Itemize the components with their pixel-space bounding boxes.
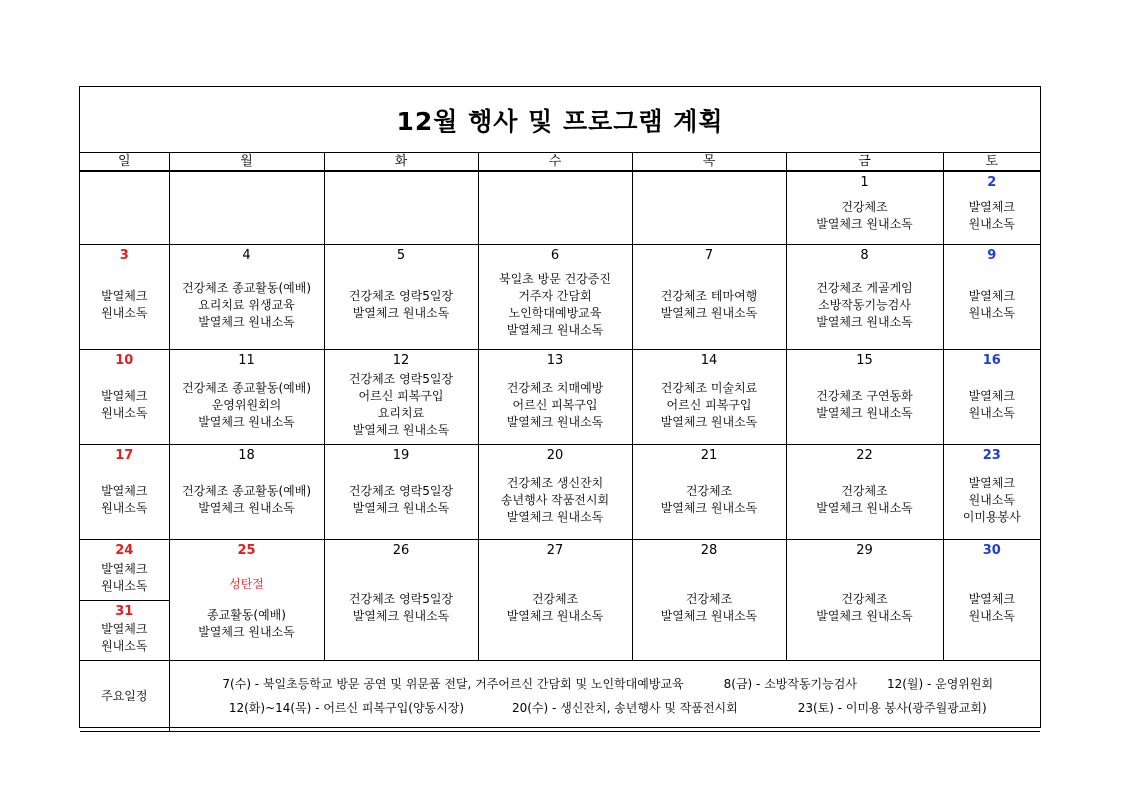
day-events: [661, 560, 758, 660]
day-number: 13: [546, 353, 564, 368]
event-line: 건강체조: [841, 200, 888, 214]
day-number: 29: [856, 543, 873, 558]
notes-line: [176, 672, 1041, 696]
event-line: 종교활동(예배): [207, 607, 286, 622]
event-line: 노인학대예방교육: [508, 306, 602, 320]
event-line: 건강체조 영락5일장: [348, 484, 454, 498]
event-line: 발열체크 원내소독: [506, 414, 604, 429]
event-line: 원내소독: [968, 609, 1015, 623]
event-line: 발열체크 원내소독: [816, 501, 913, 515]
event-line: 건강체조 종교활동(예배): [181, 380, 312, 395]
event-line: 원내소독: [101, 501, 148, 515]
day-events: [101, 621, 147, 661]
day-number: 6: [550, 248, 560, 263]
weekday-header: 금: [786, 153, 943, 171]
day-number: 23: [982, 448, 1001, 463]
event-line: 건강체조: [841, 484, 888, 498]
event-line: 어르신 피복구입: [358, 389, 444, 403]
day-content: [325, 445, 478, 539]
day-cell: [943, 171, 1040, 245]
day-events: [101, 465, 147, 539]
event-line: 발열체크: [968, 289, 1015, 303]
day-events: [969, 370, 1015, 444]
day-number: 12: [392, 353, 410, 368]
event-line: 건강체조 미술치료: [660, 380, 758, 395]
notes-line: [176, 696, 1041, 720]
day-cell: [632, 171, 786, 245]
notes-body: [169, 661, 1040, 732]
day-cell: [169, 445, 324, 540]
day-cell: [943, 245, 1040, 350]
day-content: [633, 540, 786, 660]
day-content: [633, 445, 786, 539]
note-item: 23(토) - 이미용 봉사(광주월광교회): [797, 701, 987, 715]
event-line: 발열체크: [101, 622, 148, 637]
day-content: [944, 350, 1041, 444]
day-content: [479, 245, 632, 349]
event-line: 건강체조 치매예방: [506, 380, 604, 395]
day-content: [80, 350, 169, 444]
event-line: 발열체크 원내소독: [506, 323, 604, 337]
event-line: 원내소독: [101, 639, 148, 654]
weekday-header: 수: [478, 153, 632, 171]
day-number: 10: [115, 353, 134, 368]
event-line: 발열체크 원내소독: [506, 609, 604, 623]
event-line: 건강체조: [531, 592, 579, 606]
day-cell: [632, 245, 786, 350]
day-cell: [324, 350, 478, 445]
event-line: 발열체크 원내소독: [198, 314, 295, 329]
event-line: 건강체조 영락5일장: [348, 289, 454, 303]
day-events: [963, 465, 1021, 539]
event-line: 건강체조 테마여행: [660, 289, 758, 303]
day-cell: [786, 445, 943, 540]
day-events: [101, 370, 147, 444]
day-content: [325, 540, 478, 660]
day-cell: [632, 445, 786, 540]
event-line: 송년행사 작품전시회: [500, 492, 610, 507]
event-line: 발열체크 원내소독: [660, 414, 758, 429]
day-content: [170, 245, 324, 349]
event-line: 건강체조: [685, 484, 733, 498]
day-number: 21: [700, 448, 718, 463]
day-events: [507, 370, 604, 444]
event-line: 건강체조 생신잔치: [506, 475, 604, 490]
day-events: [499, 265, 611, 349]
day-number: 14: [700, 353, 718, 368]
day-events: [969, 560, 1015, 660]
day-content: [325, 245, 478, 349]
event-line: 운영위원회의: [211, 397, 282, 412]
event-line: 건강체조 영락5일장: [348, 592, 454, 606]
event-line: 발열체크: [101, 389, 148, 403]
note-item: 12(화)~14(목) - 어르신 피복구입(양동시장): [228, 701, 465, 715]
page-title: 12월 행사 및 프로그램 계획: [80, 87, 1040, 153]
day-content: [944, 540, 1041, 660]
event-line: 발열체크 원내소독: [660, 501, 758, 515]
note-item: 20(수) - 생신잔치, 송년행사 및 작품전시회: [512, 701, 738, 715]
day-content: [80, 245, 169, 349]
week-row: [80, 445, 1040, 540]
event-line: 발열체크 원내소독: [352, 609, 450, 623]
event-line: 원내소독: [968, 217, 1015, 231]
day-events: [182, 465, 311, 539]
day-events: [349, 265, 453, 349]
event-line: 소방작동기능검사: [818, 297, 911, 312]
event-line: 발열체크: [101, 289, 148, 303]
day-events: [816, 465, 913, 539]
day-cell: [632, 540, 786, 661]
event-line: 건강체조 종교활동(예배): [181, 484, 312, 498]
event-line: 북일초 방문 건강증진: [499, 272, 611, 286]
day-content: [170, 350, 324, 444]
week-row: [80, 540, 1040, 661]
note-item: 8(금) - 소방작동기능검사: [723, 677, 857, 691]
event-line: 원내소독: [101, 406, 148, 420]
week-row: [80, 350, 1040, 445]
day-content: [787, 350, 943, 444]
day-cell: [478, 445, 632, 540]
event-line: 요리치료: [377, 406, 425, 420]
day-content: [479, 350, 632, 444]
day-cell: [324, 245, 478, 350]
day-number: 4: [242, 248, 251, 263]
note-item: 7(수) - 북일초등학교 방문 공연 및 위문품 전달, 거주어르신 간담회 및 노인학대예방교육: [222, 677, 684, 691]
event-line: 발열체크 원내소독: [506, 509, 604, 524]
event-line: 발열체크: [101, 484, 148, 498]
day-cell: [943, 445, 1040, 540]
day-number: 1: [860, 175, 869, 190]
day-content: [633, 245, 786, 349]
day-content: [170, 445, 324, 539]
day-content: [325, 172, 478, 244]
event-line: 발열체크: [968, 200, 1015, 214]
day-cell: [80, 350, 169, 445]
day-cell: [169, 350, 324, 445]
day-number: 26: [392, 543, 410, 558]
day-cell: [478, 540, 632, 661]
day-events: [969, 265, 1015, 349]
day-content: [944, 445, 1041, 539]
day-number: 20: [546, 448, 564, 463]
day-half: [80, 601, 169, 661]
notes-row: [80, 661, 1040, 732]
day-cell: [632, 350, 786, 445]
day-cell: [786, 350, 943, 445]
event-line: 건강체조: [685, 592, 733, 606]
day-cell: [943, 350, 1040, 445]
day-number: 17: [115, 448, 134, 463]
day-cell: [80, 445, 169, 540]
day-cell: [786, 245, 943, 350]
event-line: 발열체크 원내소독: [198, 414, 295, 429]
day-events: [349, 465, 453, 539]
day-cell: [478, 245, 632, 350]
event-line: 건강체조 구연동화: [816, 389, 913, 403]
day-number: 19: [392, 448, 410, 463]
day-number: 3: [119, 248, 129, 263]
weekday-header: 목: [632, 153, 786, 171]
day-content: [170, 172, 324, 244]
day-number: 2: [987, 175, 997, 190]
day-number: 8: [860, 248, 869, 263]
day-content: [325, 350, 478, 444]
calendar-sheet: [79, 86, 1041, 728]
day-number: 27: [546, 543, 564, 558]
day-cell: [169, 245, 324, 350]
day-events: [816, 265, 913, 349]
event-line: 발열체크 원내소독: [352, 423, 450, 437]
day-cell: [786, 540, 943, 661]
event-line: 발열체크 원내소독: [816, 217, 913, 231]
event-line: 건강체조 영락5일장: [348, 372, 454, 386]
week-row: [80, 171, 1040, 245]
day-number: 22: [856, 448, 873, 463]
day-content: [479, 540, 632, 660]
notes-label: 주요일정: [80, 661, 169, 732]
event-line: 거주자 간담회: [518, 289, 592, 303]
event-line: 어르신 피복구입: [666, 397, 752, 412]
day-events: [182, 370, 311, 444]
day-cell: [478, 350, 632, 445]
event-line: 건강체조 게골게임: [816, 280, 913, 295]
weekday-header: 화: [324, 153, 478, 171]
day-content: [787, 540, 943, 660]
day-events: [501, 465, 609, 539]
event-line: 원내소독: [968, 492, 1015, 507]
day-cell: [478, 171, 632, 245]
day-content: [479, 445, 632, 539]
day-content: [787, 245, 943, 349]
holiday-label: 성탄절: [229, 576, 264, 591]
day-number: 25: [237, 543, 256, 558]
event-line: 발열체크 원내소독: [660, 306, 758, 320]
event-line: 발열체크 원내소독: [352, 501, 450, 515]
day-events: [182, 265, 311, 349]
day-events: [816, 192, 913, 244]
day-number: 28: [700, 543, 718, 558]
event-line: 이미용봉사: [962, 509, 1021, 524]
event-line: 발열체크 원내소독: [198, 624, 295, 639]
weekday-header: 월: [169, 153, 324, 171]
day-number: 11: [238, 353, 255, 368]
day-number: 18: [238, 448, 255, 463]
day-events: [101, 265, 147, 349]
event-line: 요리치료 위생교육: [198, 297, 295, 312]
event-line: 발열체크: [968, 592, 1015, 606]
weekday-header: 토: [943, 153, 1040, 171]
day-events: [101, 560, 147, 600]
event-line: 발열체크 원내소독: [352, 306, 450, 320]
day-events: [661, 465, 758, 539]
day-cell: [80, 171, 169, 245]
day-cell: [943, 540, 1040, 661]
day-cell: [169, 171, 324, 245]
day-events: [816, 560, 913, 660]
day-cell: [324, 540, 478, 661]
day-number: 24: [115, 543, 134, 558]
day-content: [787, 172, 943, 244]
event-line: 원내소독: [101, 306, 148, 320]
event-line: 발열체크: [968, 389, 1015, 403]
day-content: [633, 350, 786, 444]
day-cell: [80, 540, 169, 661]
day-content: [479, 172, 632, 244]
day-number: 5: [396, 248, 406, 263]
day-number: 9: [987, 248, 997, 263]
day-events: [661, 265, 758, 349]
day-events: [661, 370, 758, 444]
day-cell: [324, 171, 478, 245]
day-events: [349, 560, 453, 660]
day-cell: [324, 445, 478, 540]
day-events: [507, 560, 604, 660]
day-events: [816, 370, 913, 444]
day-cell: [80, 245, 169, 350]
event-line: 건강체조: [841, 592, 888, 606]
day-content: [944, 245, 1041, 349]
event-line: 발열체크 원내소독: [660, 609, 758, 623]
day-content: [633, 172, 786, 244]
event-line: 건강체조 종교활동(예배): [181, 280, 312, 295]
day-content: [944, 172, 1041, 244]
day-number: 16: [982, 353, 1001, 368]
note-item: 12(월) - 운영위원회: [886, 677, 994, 691]
event-line: 발열체크: [101, 561, 148, 576]
event-line: 발열체크: [968, 475, 1015, 490]
event-line: 원내소독: [101, 578, 148, 593]
weekday-header: 일: [80, 153, 169, 171]
split-day-cell: [80, 540, 169, 660]
day-events: [349, 370, 453, 444]
day-cell: [786, 171, 943, 245]
event-line: 발열체크 원내소독: [198, 501, 295, 515]
day-half: [80, 540, 169, 601]
day-content: [80, 172, 169, 244]
event-line: 발열체크 원내소독: [816, 406, 913, 420]
day-number: 15: [856, 353, 873, 368]
event-line: 어르신 피복구입: [512, 397, 598, 412]
day-content: [170, 540, 324, 660]
day-content: [80, 445, 169, 539]
day-cell: [169, 540, 324, 661]
week-row: [80, 245, 1040, 350]
day-number: 31: [115, 603, 134, 619]
calendar-table: [80, 153, 1040, 732]
event-line: 발열체크 원내소독: [816, 609, 913, 623]
day-content: [787, 445, 943, 539]
event-line: 원내소독: [968, 306, 1015, 320]
day-events: [198, 560, 295, 660]
day-number: 7: [704, 248, 714, 263]
event-line: 발열체크 원내소독: [816, 314, 913, 329]
event-line: 원내소독: [968, 406, 1015, 420]
day-number: 30: [982, 543, 1001, 558]
day-events: [969, 192, 1015, 244]
